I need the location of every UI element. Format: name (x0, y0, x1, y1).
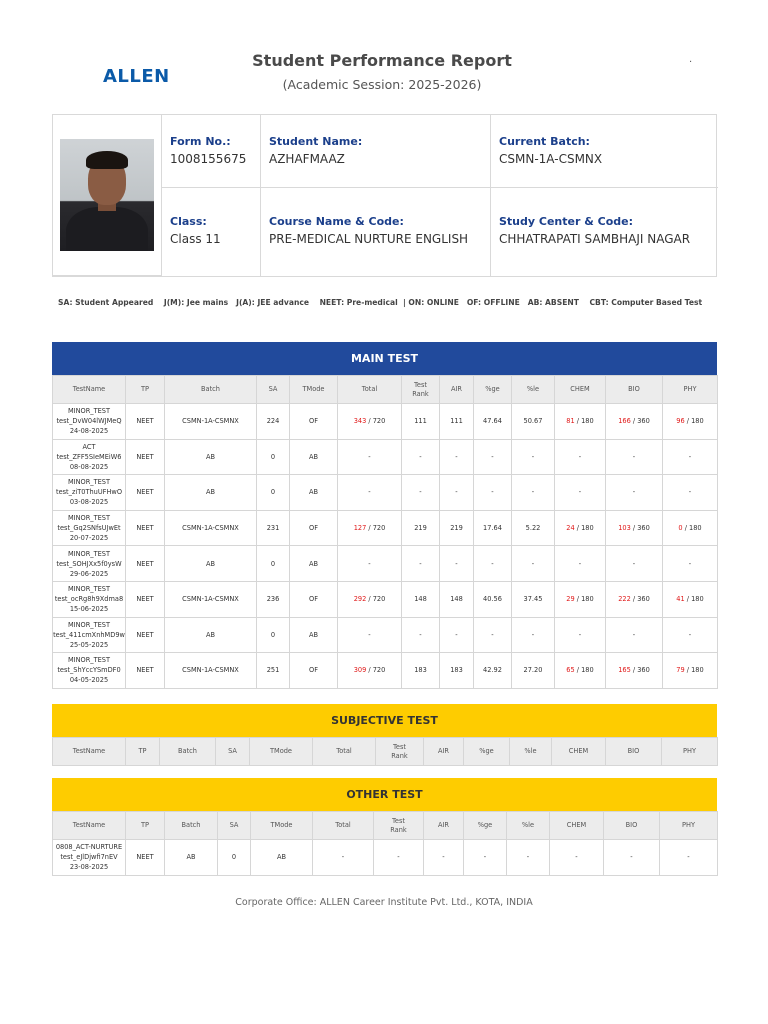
col-header-total: Total (313, 738, 376, 766)
other-test-body (53, 840, 718, 876)
bio-score: 165 (618, 666, 631, 675)
batch-cell: AB (165, 617, 257, 653)
course-label: Course Name & Code: (269, 215, 404, 228)
col-header-tp: TP (126, 738, 160, 766)
pctile-cell: 27.20 (512, 653, 555, 689)
rank-cell: - (374, 840, 424, 876)
rank-cell: - (402, 546, 440, 582)
phy-max: / 180 (684, 666, 704, 675)
col-header-sa: SA (257, 376, 290, 404)
main-test-section (52, 342, 717, 689)
pct-cell: - (474, 546, 512, 582)
pctile-cell: 5.22 (512, 510, 555, 546)
chem-max: / 180 (574, 595, 594, 604)
bio-cell (606, 546, 663, 582)
phy-cell (663, 581, 718, 617)
chem-cell (555, 581, 606, 617)
study-center-value: CHHATRAPATI SAMBHAJI NAGAR (499, 232, 691, 246)
tp-cell: NEET (126, 546, 165, 582)
tmode-cell: AB (290, 546, 338, 582)
chem-max: / 180 (574, 524, 594, 533)
col-header-total: Total (338, 376, 402, 404)
col-header-phy: PHY (662, 738, 718, 766)
col-header-chem: CHEM (555, 376, 606, 404)
col-header-bio: BIO (606, 376, 663, 404)
total-max: / 720 (366, 417, 386, 426)
phy-score: - (688, 630, 692, 639)
test-date: 08-08-2025 (69, 462, 109, 471)
batch-cell: AB (165, 840, 218, 876)
col-header-phy: PHY (660, 812, 718, 840)
col-header-test-rank-line2: Rank (391, 751, 408, 760)
bio-cell (606, 581, 663, 617)
tp-cell: NEET (126, 404, 165, 440)
chem-max: / 180 (574, 417, 594, 426)
col-header-pctile: %le (510, 738, 552, 766)
table-row (53, 581, 718, 617)
col-header-test-rank-line1: Test (392, 816, 405, 825)
bio-score: - (632, 452, 636, 461)
test-name-line1: MINOR_TEST (67, 620, 111, 629)
phy-max: / 180 (684, 595, 704, 604)
test-name-line2: test_ocRg8h9Xdma8 (54, 595, 124, 604)
other-test-header-row (53, 812, 718, 840)
air-cell: - (440, 439, 474, 475)
pctile-cell: - (512, 439, 555, 475)
tp-cell: NEET (126, 510, 165, 546)
chem-score: - (578, 630, 582, 639)
chem-score: - (578, 559, 582, 568)
chem-score: 81 (566, 417, 575, 426)
col-header-bio: BIO (606, 738, 662, 766)
total-cell (338, 617, 402, 653)
batch-cell: CSMN-1A-CSMNX (165, 581, 257, 617)
col-header-chem: CHEM (550, 812, 604, 840)
test-name-line2: test_DvW04lWJMeQ (56, 417, 122, 426)
header-dot: . (689, 54, 693, 65)
col-header-batch: Batch (160, 738, 216, 766)
rank-cell: - (402, 617, 440, 653)
rank-cell: 111 (402, 404, 440, 440)
air-cell: 183 (440, 653, 474, 689)
pctile-cell: - (512, 546, 555, 582)
col-header-test-rank (374, 812, 424, 840)
phy-cell (663, 404, 718, 440)
total-score: - (368, 488, 371, 497)
phy-score: - (688, 559, 692, 568)
test-name-line2: test_eJlDjwfi7nEV (60, 853, 118, 862)
air-cell: - (440, 475, 474, 511)
bio-score: 166 (618, 417, 631, 426)
chem-cell (555, 546, 606, 582)
chem-score: 65 (566, 666, 575, 675)
sa-cell: 224 (257, 404, 290, 440)
chem-max: / 180 (574, 666, 594, 675)
tmode-cell: AB (290, 475, 338, 511)
test-name-line2: test_ShYccYSmDF0 (57, 666, 121, 675)
col-header-test-name: TestName (53, 738, 126, 766)
test-date: 20-07-2025 (69, 534, 109, 543)
col-header-test-rank (376, 738, 424, 766)
sa-cell: 0 (257, 546, 290, 582)
tp-cell: NEET (126, 617, 165, 653)
pct-cell: 42.92 (474, 653, 512, 689)
test-name-line1: MINOR_TEST (67, 478, 111, 487)
phy-cell (663, 546, 718, 582)
total-cell (338, 546, 402, 582)
student-name-label: Student Name: (269, 135, 363, 148)
class-value: Class 11 (170, 232, 221, 246)
test-name-line2: test_411cmXnhMD9w (53, 630, 125, 639)
phy-score: - (688, 488, 692, 497)
batch-cell: AB (165, 546, 257, 582)
study-center-cell (491, 188, 718, 276)
table-row (53, 439, 718, 475)
total-cell (338, 510, 402, 546)
batch-cell: AB (165, 439, 257, 475)
bio-cell (606, 475, 663, 511)
student-name-cell (261, 115, 491, 188)
tp-cell: NEET (126, 439, 165, 475)
col-header-test-name: TestName (53, 376, 126, 404)
bio-cell (606, 439, 663, 475)
subjective-test-table (52, 737, 718, 766)
phy-score: - (688, 452, 692, 461)
total-cell (338, 404, 402, 440)
phy-max: / 180 (684, 417, 704, 426)
col-header-chem: CHEM (552, 738, 606, 766)
total-cell (338, 439, 402, 475)
table-row (53, 546, 718, 582)
tp-cell: NEET (126, 581, 165, 617)
air-cell: - (440, 617, 474, 653)
test-date: 23-08-2025 (69, 863, 109, 872)
col-header-total: Total (313, 812, 374, 840)
batch-cell: AB (165, 475, 257, 511)
footer-corporate-office: Corporate Office: ALLEN Career Institute Pvt. Ltd., KOTA, INDIA (235, 897, 533, 908)
col-header-tp: TP (126, 376, 165, 404)
col-header-phy: PHY (663, 376, 718, 404)
other-test-section (52, 778, 717, 876)
bio-score: 222 (618, 595, 631, 604)
col-header-tmode: TMode (251, 812, 313, 840)
total-max: / 720 (366, 666, 386, 675)
bio-cell: - (604, 840, 660, 876)
test-date: 24-08-2025 (69, 427, 109, 436)
pctile-cell: - (507, 840, 550, 876)
sa-cell: 236 (257, 581, 290, 617)
chem-score: - (578, 488, 582, 497)
test-name-cell (53, 653, 126, 689)
pctile-cell: 50.67 (512, 404, 555, 440)
col-header-sa: SA (216, 738, 250, 766)
col-header-pctile: %le (512, 376, 555, 404)
form-no-value: 1008155675 (170, 152, 247, 166)
bio-max: / 360 (630, 666, 650, 675)
phy-cell (663, 510, 718, 546)
col-header-air: AIR (440, 376, 474, 404)
test-name-cell (53, 510, 126, 546)
col-header-air: AIR (424, 738, 464, 766)
course-cell (261, 188, 491, 276)
phy-max: / 180 (682, 524, 702, 533)
chem-cell (555, 475, 606, 511)
test-name-line1: ACT (82, 442, 96, 451)
page-title: Student Performance Report (252, 51, 512, 70)
total-cell (338, 581, 402, 617)
photo-cell (53, 115, 162, 276)
bio-cell (606, 404, 663, 440)
test-name-cell (53, 404, 126, 440)
bio-max: / 360 (630, 595, 650, 604)
student-info-card (52, 114, 717, 277)
phy-cell (663, 653, 718, 689)
student-photo (60, 139, 154, 251)
phy-score: 79 (676, 666, 685, 675)
tp-cell: NEET (126, 475, 165, 511)
test-name-line2: test_Gq2SNfsUJwEt (57, 524, 121, 533)
pct-cell: 17.64 (474, 510, 512, 546)
test-name-line1: MINOR_TEST (67, 549, 111, 558)
phy-score: 96 (676, 417, 685, 426)
col-header-batch: Batch (165, 376, 257, 404)
total-score: - (368, 630, 371, 639)
sa-cell: 231 (257, 510, 290, 546)
sa-cell: 0 (257, 475, 290, 511)
test-date: 15-06-2025 (69, 605, 109, 614)
academic-session: (Academic Session: 2025-2026) (282, 77, 482, 92)
tmode-cell: OF (290, 404, 338, 440)
table-row (53, 475, 718, 511)
test-name-line1: MINOR_TEST (67, 656, 111, 665)
rank-cell: 219 (402, 510, 440, 546)
phy-score: 0 (678, 524, 683, 533)
bio-max: / 360 (630, 524, 650, 533)
rank-cell: 148 (402, 581, 440, 617)
class-label: Class: (170, 215, 207, 228)
tp-cell: NEET (126, 653, 165, 689)
chem-cell (555, 510, 606, 546)
tmode-cell: AB (290, 439, 338, 475)
pct-cell: - (474, 475, 512, 511)
chem-score: 24 (566, 524, 575, 533)
bio-cell (606, 653, 663, 689)
pctile-cell: - (512, 475, 555, 511)
tmode-cell: OF (290, 653, 338, 689)
course-value: PRE-MEDICAL NURTURE ENGLISH (269, 232, 469, 246)
chem-score: 29 (566, 595, 575, 604)
class-cell (162, 188, 261, 276)
test-date: 29-06-2025 (69, 569, 109, 578)
chem-cell (555, 617, 606, 653)
col-header-test-rank-line2: Rank (412, 389, 429, 398)
subjective-test-section (52, 704, 717, 766)
test-name-cell (53, 840, 126, 876)
total-max: / 720 (366, 524, 386, 533)
total-cell (338, 475, 402, 511)
test-name-line1: MINOR_TEST (67, 514, 111, 523)
col-header-sa: SA (218, 812, 251, 840)
col-header-tp: TP (126, 812, 165, 840)
test-name-cell (53, 581, 126, 617)
rank-cell: 183 (402, 653, 440, 689)
chem-cell (555, 404, 606, 440)
test-name-line1: MINOR_TEST (67, 585, 111, 594)
tmode-cell: AB (290, 617, 338, 653)
allen-logo: ALLEN (103, 66, 170, 87)
report-title-block (0, 51, 768, 92)
pct-cell: 40.56 (474, 581, 512, 617)
form-no-cell (162, 115, 261, 188)
test-date: 04-05-2025 (69, 676, 109, 685)
table-row (53, 617, 718, 653)
study-center-label: Study Center & Code: (499, 215, 634, 228)
total-cell: - (313, 840, 374, 876)
pct-cell: - (474, 439, 512, 475)
total-score: - (368, 452, 371, 461)
batch-cell: CSMN-1A-CSMNX (165, 653, 257, 689)
tmode-cell: AB (251, 840, 313, 876)
col-header-air: AIR (424, 812, 464, 840)
pct-cell: - (464, 840, 507, 876)
col-header-tmode: TMode (290, 376, 338, 404)
test-name-line2: test_ZFF5SIeMEiW6 (56, 452, 122, 461)
air-cell: 148 (440, 581, 474, 617)
test-name-line1: MINOR_TEST (67, 407, 111, 416)
col-header-pct: %ge (464, 812, 507, 840)
test-date: 25-05-2025 (69, 640, 109, 649)
test-name-cell (53, 546, 126, 582)
table-row (53, 653, 718, 689)
col-header-batch: Batch (165, 812, 218, 840)
current-batch-value: CSMN-1A-CSMNX (499, 152, 603, 166)
bio-score: - (632, 559, 636, 568)
test-date: 03-08-2025 (69, 498, 109, 507)
table-row (53, 840, 718, 876)
phy-cell: - (660, 840, 718, 876)
table-row (53, 510, 718, 546)
col-header-bio: BIO (604, 812, 660, 840)
test-name-cell (53, 439, 126, 475)
air-cell: 111 (440, 404, 474, 440)
current-batch-cell (491, 115, 718, 188)
phy-score: 41 (676, 595, 685, 604)
pctile-cell: - (512, 617, 555, 653)
sa-cell: 0 (257, 617, 290, 653)
sa-cell: 251 (257, 653, 290, 689)
col-header-pct: %ge (464, 738, 510, 766)
air-cell: - (424, 840, 464, 876)
col-header-test-rank-line1: Test (393, 742, 406, 751)
bio-score: - (632, 630, 636, 639)
pct-cell: - (474, 617, 512, 653)
chem-cell (555, 439, 606, 475)
bio-max: / 360 (630, 417, 650, 426)
sa-cell: 0 (218, 840, 251, 876)
form-no-label: Form No.: (170, 135, 231, 148)
tmode-cell: OF (290, 510, 338, 546)
chem-cell: - (550, 840, 604, 876)
sa-cell: 0 (257, 439, 290, 475)
bio-score: - (632, 488, 636, 497)
abbreviation-legend: SA: Student Appeared J(M): Jee mains J(A): JEE advance NEET: Pre-medical | ON: ONLINE OF: OFFLINE AB: ABSENT CBT: Computer Based Test (58, 298, 703, 307)
main-test-body (53, 404, 718, 689)
col-header-test-rank (402, 376, 440, 404)
chem-score: - (578, 452, 582, 461)
bio-score: 103 (618, 524, 631, 533)
batch-cell: CSMN-1A-CSMNX (165, 404, 257, 440)
main-test-title: MAIN TEST (52, 342, 717, 375)
col-header-pct: %ge (474, 376, 512, 404)
subjective-test-title: SUBJECTIVE TEST (52, 704, 717, 737)
rank-cell: - (402, 439, 440, 475)
rank-cell: - (402, 475, 440, 511)
phy-cell (663, 617, 718, 653)
total-score: 292 (353, 595, 367, 604)
main-test-table (52, 375, 718, 689)
col-header-tmode: TMode (250, 738, 313, 766)
main-test-header-row (53, 376, 718, 404)
test-name-line2: test_SOHJXx5f0ysW (56, 559, 122, 568)
bio-cell (606, 510, 663, 546)
table-row (53, 404, 718, 440)
phy-cell (663, 439, 718, 475)
air-cell: - (440, 546, 474, 582)
other-test-title: OTHER TEST (52, 778, 717, 811)
test-name-cell (53, 475, 126, 511)
chem-cell (555, 653, 606, 689)
tp-cell: NEET (126, 840, 165, 876)
current-batch-label: Current Batch: (499, 135, 590, 148)
batch-cell: CSMN-1A-CSMNX (165, 510, 257, 546)
total-score: 309 (353, 666, 367, 675)
pct-cell: 47.64 (474, 404, 512, 440)
tmode-cell: OF (290, 581, 338, 617)
col-header-test-name: TestName (53, 812, 126, 840)
col-header-pctile: %le (507, 812, 550, 840)
col-header-test-rank-line2: Rank (390, 825, 407, 834)
total-score: 127 (353, 524, 367, 533)
bio-cell (606, 617, 663, 653)
test-name-cell (53, 617, 126, 653)
student-name-value: AZHAFMAAZ (269, 152, 345, 166)
subjective-test-header-row (53, 738, 718, 766)
total-max: / 720 (366, 595, 386, 604)
test-name-line1: 0808_ACT-NURTURE (55, 843, 123, 852)
air-cell: 219 (440, 510, 474, 546)
total-score: 343 (353, 417, 367, 426)
pctile-cell: 37.45 (512, 581, 555, 617)
other-test-table (52, 811, 718, 876)
test-name-line2: test_ziT0ThuUFHwO (55, 488, 123, 497)
col-header-test-rank-line1: Test (414, 380, 427, 389)
total-score: - (368, 559, 371, 568)
total-cell (338, 653, 402, 689)
phy-cell (663, 475, 718, 511)
